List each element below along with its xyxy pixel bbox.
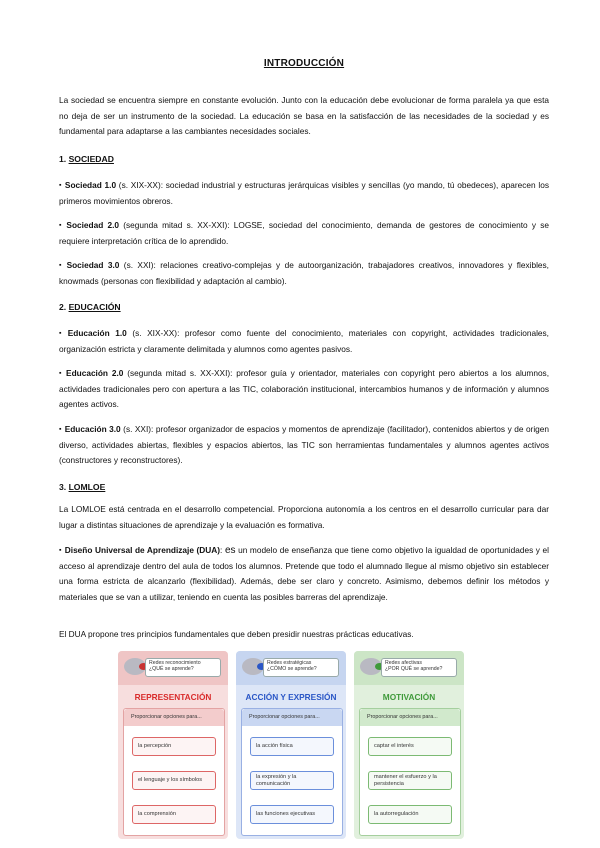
speech-bubble (381, 658, 457, 677)
column-heading: ACCIÓN Y EXPRESIÓN (245, 692, 337, 702)
dua-principles-figure (118, 651, 464, 839)
colon: : (220, 545, 223, 555)
list-item-sociedad-1 (59, 178, 549, 209)
bubble-line: Redes estratégicas (267, 660, 312, 666)
column-header-band (236, 651, 346, 685)
panel-heading: Proporcionar opciones para... (242, 709, 342, 726)
panel-heading: Proporcionar opciones para... (360, 709, 460, 726)
dua-column-motivacion (354, 651, 464, 839)
speech-bubble (263, 658, 339, 677)
option-box: la acción física (250, 737, 334, 756)
term: Sociedad 3.0 (66, 260, 120, 270)
term: Educación 2.0 (66, 368, 124, 378)
option-box: captar el interés (368, 737, 452, 756)
options-panel (241, 708, 343, 836)
speech-bubble (145, 658, 221, 677)
bullet-icon: ▪ (59, 426, 62, 433)
description: (segunda mitad s. XX-XXI): profesor guía y orientador, materiales con copyright pero abiertos a los alumnos, actividades tradicionales pero con apertura a las TIC, colaboración institucional, intercambios humanos y de información y alumnos agentes activos. (59, 368, 550, 409)
section-number: 2. (59, 302, 67, 312)
bubble-question: ¿POR QUÉ se aprende? (385, 666, 443, 672)
lomloe-paragraph: La LOMLOE está centrada en el desarrollo competencial. Proporciona autonomía a los centros en el desarrollo curricular para dar lugar a distintas situaciones de aprendizaje y la evaluación es formativa. (59, 504, 549, 530)
option-box: el lenguaje y los símbolos (132, 771, 216, 790)
section-title: EDUCACIÓN (68, 302, 121, 312)
column-heading: REPRESENTACIÓN (134, 692, 212, 702)
term: Educación 1.0 (67, 328, 127, 338)
list-item-educacion-3 (59, 422, 549, 469)
bubble-question: ¿QUÉ se aprende? (149, 666, 194, 672)
description: (s. XIX-XX): sociedad industrial y estructuras jerárquicas visibles y sencillas (yo mando, tú obedeces), aparecen los primeros movimientos obreros. (59, 180, 549, 206)
bullet-icon: ▪ (59, 370, 64, 377)
bubble-line: Redes reconocimiento (149, 660, 201, 666)
description: (s. XXI): relaciones creativo-complejas y de autoorganización, trabajadores creativos, innovadores y flexibles, knowmads (personas con flexibilidad y adaptación al cambio). (59, 260, 549, 286)
options-panel (359, 708, 461, 836)
option-box: la expresión y la comunicación (250, 771, 334, 790)
option-box: la percepción (132, 737, 216, 756)
section-heading-educacion (59, 302, 121, 312)
bullet-icon: ▪ (59, 222, 64, 229)
list-item-educacion-2 (59, 366, 549, 413)
option-box: la comprensión (132, 805, 216, 824)
list-item-sociedad-3 (59, 258, 549, 289)
column-header-band (354, 651, 464, 685)
dua-column-representacion (118, 651, 228, 839)
intro-paragraph: La sociedad se encuentra siempre en constante evolución. Junto con la educación debe evolucionar de forma paralela ya que esta no deja de ser un instrumento de la sociedad. La educación se basa en la satisfacción de las necesidades de la sociedad y es fundamental para adaptarse a las cambiantes necesidades sociales. (59, 95, 549, 136)
brain-icon (242, 658, 264, 675)
dua-principles-paragraph: El DUA propone tres principios fundamentales que deben presidir nuestras prácticas educativas. (59, 629, 414, 639)
column-heading: MOTIVACIÓN (382, 692, 436, 702)
term: Sociedad 1.0 (64, 180, 117, 190)
option-box: la autorregulación (368, 805, 452, 824)
brain-icon (124, 658, 146, 675)
section-title: SOCIEDAD (68, 154, 114, 164)
term: Sociedad 2.0 (66, 220, 120, 230)
panel-heading: Proporcionar opciones para... (124, 709, 224, 726)
description: (segunda mitad s. XX-XXI): LOGSE, sociedad del conocimiento, demanda de gestores de conocimiento y se requiere interpretación crítica de lo aprendido. (59, 220, 549, 246)
list-item-educacion-1 (59, 326, 549, 357)
bullet-icon: ▪ (59, 262, 64, 269)
options-panel (123, 708, 225, 836)
description: un modelo de enseñanza que tiene como objetivo la igualdad de oportunidades y el acceso al aprendizaje dentro del aula de todos los alumnos. Pretende que todo el alumnado llegue al mismo objetivo sin establecer una forma estricta de alcanzarlo (flexibilidad). Además, debe ser claro y concreto. Asimismo, debemos definir los métodos y materiales que se van a utilizar, teniendo en cuenta las posibles barreras del aprendizaje. (59, 545, 549, 602)
dua-column-accion-expresion (236, 651, 346, 839)
section-number: 3. (59, 482, 67, 492)
term: Educación 3.0 (64, 424, 121, 434)
bubble-line: Redes afectivas (385, 660, 422, 666)
bullet-icon: ▪ (59, 182, 62, 189)
page-title: INTRODUCCIÓN (263, 58, 345, 69)
bubble-question: ¿CÓMO se aprende? (267, 666, 317, 672)
option-box: mantener el esfuerzo y la persistencia (368, 771, 452, 790)
bullet-icon: ▪ (59, 547, 62, 554)
term: Diseño Universal de Aprendizaje (DUA) (64, 545, 221, 555)
section-heading-sociedad (59, 154, 114, 164)
description: (s. XXI): profesor organizador de espacios y momentos de aprendizaje (facilitador), contenidos abiertos y de origen diverso, actividades abiertas, flexibles y espacios abiertos, las TIC son herramientas fundamentales y alumnos agentes activos (constructores y reconstructores). (59, 424, 550, 465)
column-header-band (118, 651, 228, 685)
description: (s. XIX-XX): profesor como fuente del conocimiento, materiales con copyright, actividades tradicionales, organización estricta y claramente delimitada y alumnos como agentes pasivos. (59, 328, 549, 354)
option-box: las funciones ejecutivas (250, 805, 334, 824)
brain-icon (360, 658, 382, 675)
section-number: 1. (59, 154, 67, 164)
dua-paragraph (59, 543, 549, 605)
section-heading-lomloe (59, 482, 105, 492)
section-title: LOMLOE (68, 482, 106, 492)
list-item-sociedad-2 (59, 218, 549, 249)
dua-es: es (224, 545, 236, 556)
bullet-icon: ▪ (59, 330, 65, 337)
